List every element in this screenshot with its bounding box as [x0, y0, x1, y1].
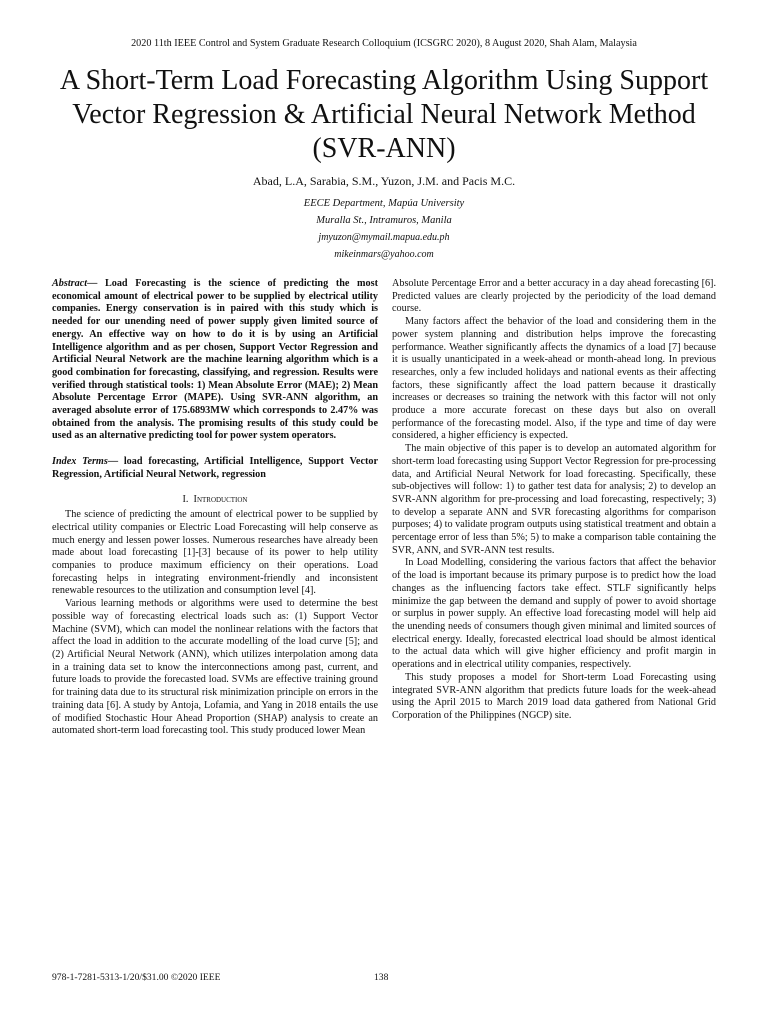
section-numeral: I. — [182, 493, 189, 505]
intro-paragraph-2-continued: Absolute Percentage Error and a better accuracy in a day ahead forecasting [6]. Predicted values are clearly projected by the periodicity of the load demand course. — [392, 278, 716, 315]
right-column — [392, 278, 716, 723]
abstract-label: Abstract — [52, 278, 88, 289]
section-heading-introduction — [52, 494, 378, 507]
intro-paragraph-4: The main objective of this paper is to develop an automated algorithm for short-term load forecasting using Support Vector Regression for pre-processing data, and Artificial Neural Network for load forecasting. Specifically, these sub-objectives will follow: 1) to gather test data for analysis; 2) to develop an SVR-ANN algorithm for pre-processing and load forecasting, respectively; 3) to develop a separate ANN and SVR forecasting algorithms for comparison purposes; 4) to validate program outputs using statistical treatment and obtain a percentage error of less than 5%; 5) to make a comparison table containing the SVR, ANN, and SVR-ANN test results. — [392, 443, 716, 556]
copyright-footer: 978-1-7281-5313-1/20/$31.00 ©2020 IEEE — [52, 972, 221, 983]
email-2: mikeinmars@yahoo.com — [334, 249, 434, 260]
intro-paragraph-5: In Load Modelling, considering the various factors that affect the behavior of the load is important because its primary purpose is to predict how the load changes as the influencing factors take effect. STLF significantly helps minimize the gap between the demand and supply of power to avoid shortage or surplus in power supply. An effective load forecasting model will help aid the unending needs of consumers though given minimal and limited sources of electrical energy. Ideally, forecasted electrical load should be almost identical to the actual data which will give higher efficiency and profit margin in operations and in electrical utility companies, respectively. — [392, 557, 716, 671]
index-terms-label: Index Terms — [52, 456, 108, 468]
left-column — [52, 278, 378, 738]
index-terms — [52, 456, 378, 481]
intro-paragraph-2: Various learning methods or algorithms were used to determine the best possible way of forecasting electrical loads such as: (1) Support Vector Machine (SVM), which can model the nonlinear relations with the factors that affect the load in addition to the accurate modelling of the load curve [5]; and (2) Artificial Neural Network (ANN), which utilizes interpolation among data in a training data set to know the interconnections among past, current, and future loads to provide the forecasted load. SVMs are effective training ground for training data due to its structural risk minimization principle on errors in the training data [6]. A study by Antoja, Lofamia, and Yang in 2018 entails the use of modified Stochastic Hour Ahead Proportion (SHAP) analysis to create an automated short-term load forecasting tool. This study produced lower Mean — [52, 598, 378, 737]
affiliation-block — [0, 195, 768, 263]
conference-header: 2020 11th IEEE Control and System Graduate Research Colloquium (ICSGRC 2020), 8 August 2020, Shah Alam, Malaysia — [131, 38, 637, 49]
abstract-text: — Load Forecasting is the science of predicting the most economical amount of electrical power to be supplied by electrical utility companies. Energy conservation is in paired with this study which is needed for our unending need of power supply given limited source of energy. An effective way on how to do it is by using an Artificial Intelligence algorithm and as per chosen, Support Vector Regression and Artificial Neural Network are the machine learning algorithm which is a good combination for forecasting, classifying, and regression. Results were verified through statistical tools: 1) Mean Absolute Error (MAE); 2) Mean Absolute Percentage Error (MAPE). Using SVR-ANN algorithm, an averaged absolute error of 175.6893MW which corresponds to 2.47% was obtained from the analysis. The promising results of this study could be used as an alternative predicting tool for power system operators. — [52, 278, 378, 442]
paper-title: A Short-Term Load Forecasting Algorithm Using Support Vector Regression & Artificial Neural Network Method (SVR-ANN) — [59, 65, 709, 164]
intro-paragraph-1: The science of predicting the amount of electrical power to be supplied by electrical utility companies or Electric Load Forecasting will help conserve as much energy and lessen power losses. Numerous researches have already been made about load forecasting [1]-[3] because of its power to help utility companies to produce maximum efficiency on their operations. Load forecasting helps in integrating environment-friendly and inconsistent renewable resources to the utilization and consumption level [4]. — [52, 509, 378, 597]
intro-paragraph-3: Many factors affect the behavior of the load and considering them in the power system planning and distribution helps improve the forecasting performance. Weather significantly affects the dynamics of a load [7] because it is usually unanticipated in a week-ahead or month-ahead long. In previous researches, only a few included holidays and national events as their affecting factors, these significantly affect the load pattern because it drastically increases or decreases so training the network with this factor will not only produce a more accurate forecast on these days but also on overall performance of the forecasting model. Also, if the type and time of day were considered, a higher efficiency is expected. — [392, 316, 716, 442]
intro-paragraph-6: This study proposes a model for Short-term Load Forecasting using integrated SVR-ANN algorithm that predicts future loads for the week-ahead using the April 2015 to March 2019 load data gathered from National Grid Corporation of the Philippines (NGCP) site. — [392, 671, 716, 721]
email-1: jmyuzon@mymail.mapua.edu.ph — [318, 232, 450, 243]
abstract — [52, 278, 378, 443]
author-list: Abad, L.A, Sarabia, S.M., Yuzon, J.M. and Pacis M.C. — [252, 174, 516, 188]
address: Muralla St., Intramuros, Manila — [316, 215, 452, 226]
section-title: Introduction — [193, 493, 248, 505]
page-number: 138 — [374, 972, 389, 983]
index-terms-text: — load forecasting, Artificial Intelligence, Support Vector Regression, Artificial Neural Network, regression — [52, 456, 378, 480]
department: EECE Department, Mapúa University — [303, 198, 465, 209]
